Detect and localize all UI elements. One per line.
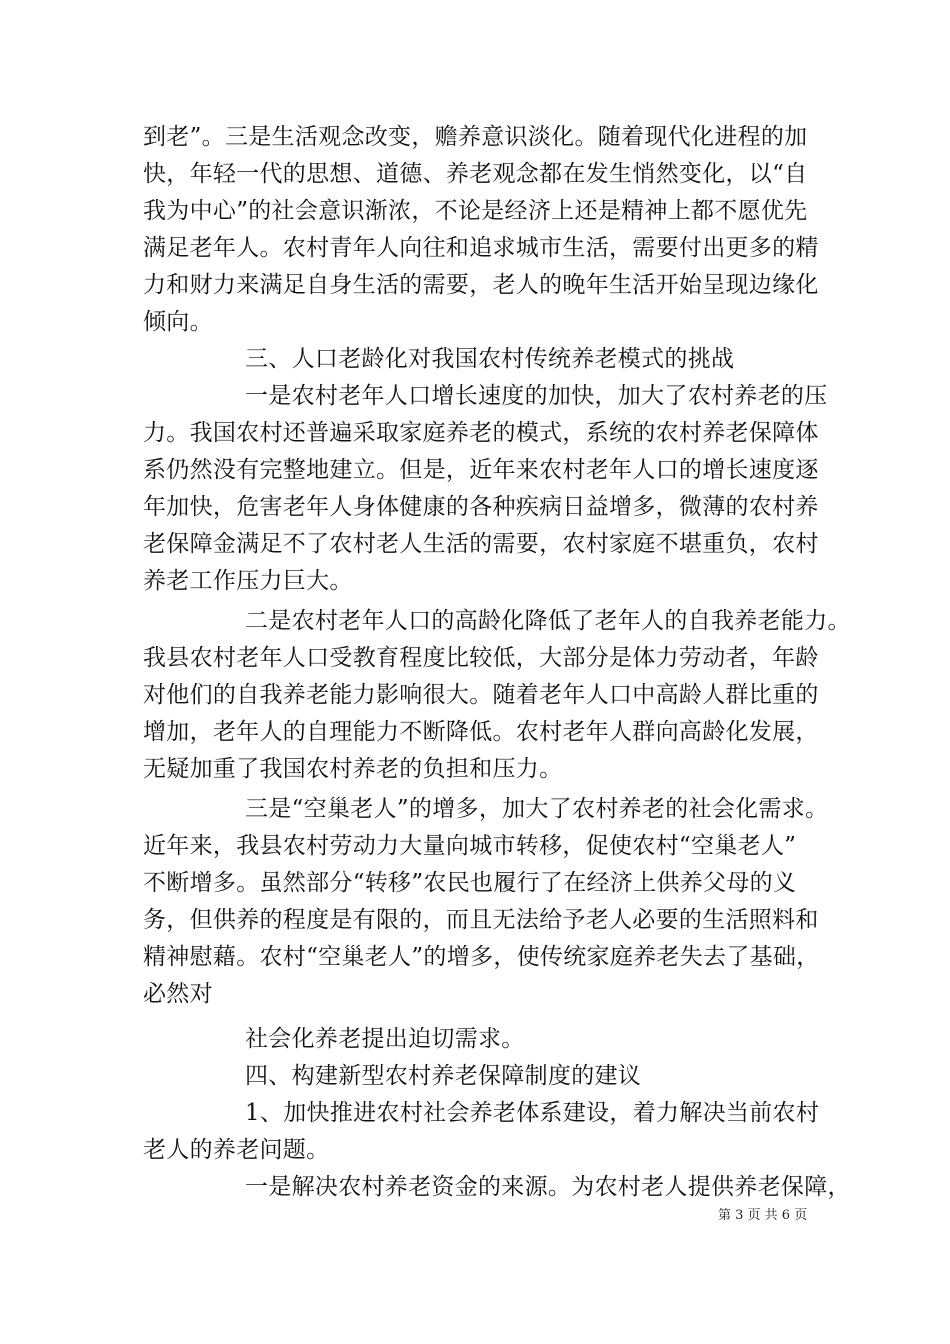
text-line: 社会化养老提出迫切需求。 xyxy=(245,1026,525,1052)
text-line: 无疑加重了我国农村养老的负担和压力。 xyxy=(143,756,563,782)
text-line: 务，但供养的程度是有限的，而且无法给予老人必要的生活照料和 xyxy=(143,907,819,933)
text-line: 老保障金满足不了农村老人生活的需要，农村家庭不堪重负，农村 xyxy=(143,531,819,557)
text-line: 近年来，我县农村劳动力大量向城市转移，促使农村“空巢老人” xyxy=(143,833,797,859)
text-line: 三是“空巢老人”的增多，加大了农村养老的社会化需求。 xyxy=(245,796,829,822)
text-line: 必然对 xyxy=(143,981,213,1007)
text-line: 不断增多。虽然部分“转移”农民也履行了在经济上供养父母的义 xyxy=(143,870,797,896)
text-line: 对他们的自我养老能力影响很大。随着老年人口中高龄人群比重的 xyxy=(143,682,819,708)
text-line: 力。我国农村还普遍采取家庭养老的模式，系统的农村养老保障体 xyxy=(143,420,819,446)
text-line: 系仍然没有完整地建立。但是，近年来农村老年人口的增长速度逐 xyxy=(143,457,819,483)
text-line: 年加快，危害老年人身体健康的各种疾病日益增多，微薄的农村养 xyxy=(143,494,819,520)
text-line: 一是农村老年人口增长速度的加快，加大了农村养老的压 xyxy=(245,383,828,409)
text-line: 快，年轻一代的思想、道德、养老观念都在发生悄然变化，以“自 xyxy=(143,161,808,187)
text-line: 我为中心”的社会意识渐浓，不论是经济上还是精神上都不愿优先 xyxy=(143,198,808,224)
text-line: 我县农村老年人口受教育程度比较低，大部分是体力劳动者，年龄 xyxy=(143,645,819,671)
text-line: 老人的养老问题。 xyxy=(143,1137,330,1163)
text-line: 倾向。 xyxy=(143,309,213,335)
section-heading: 四、构建新型农村养老保障制度的建议 xyxy=(245,1063,642,1089)
text-line: 一是解决农村养老资金的来源。为农村老人提供养老保障， xyxy=(245,1174,851,1200)
text-line: 力和财力来满足自身生活的需要，老人的晚年生活开始呈现边缘化 xyxy=(143,272,819,298)
subsection-heading: 1、加快推进农村社会养老体系建设，着力解决当前农村 xyxy=(245,1100,820,1126)
text-line: 增加，老年人的自理能力不断降低。农村老年人群向高龄化发展， xyxy=(143,719,819,745)
text-line: 满足老年人。农村青年人向往和追求城市生活，需要付出更多的精 xyxy=(143,235,819,261)
text-line: 二是农村老年人口的高龄化降低了老年人的自我养老能力。 xyxy=(245,608,851,634)
text-line: 到老”。三是生活观念改变，赡养意识淡化。随着现代化进程的加 xyxy=(143,124,808,150)
section-heading: 三、人口老龄化对我国农村传统养老模式的挑战 xyxy=(245,346,735,372)
text-line: 养老工作压力巨大。 xyxy=(143,568,353,594)
text-line: 精神慰藉。农村“空巢老人”的增多，使传统家庭养老失去了基础， xyxy=(143,944,820,970)
page-number: 第 3 页 共 6 页 xyxy=(718,1208,808,1223)
